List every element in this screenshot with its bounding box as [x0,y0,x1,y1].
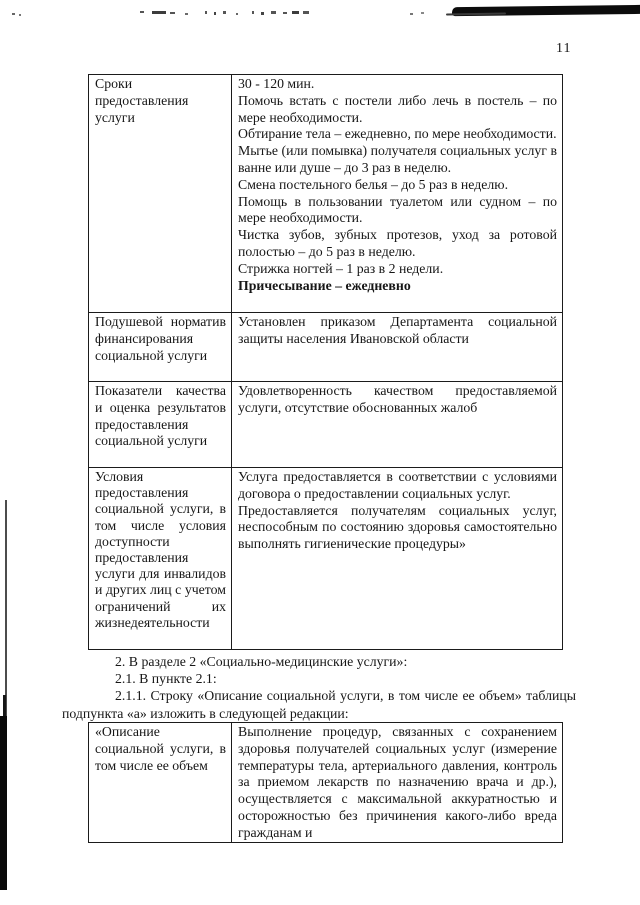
row-label-quality [89,381,231,467]
row-label-description [89,723,231,842]
cell-paragraph: Причесывание – ежедневно [238,277,411,293]
cell-paragraph: Чистка зубов, зубных протезов, уход за ротовой полостью – до 5 раз в неделю. [238,227,557,259]
service-description-table [88,722,563,843]
scan-edge-bar-left [0,716,7,890]
cell-paragraph: Помочь встать с постели либо лечь в постель – по мере необходимости. [238,92,557,125]
cell-paragraph: Удовлетворенность качеством предоставляемой услуги, отсутствие обоснованных жалоб [238,383,557,415]
cell-paragraph: Установлен приказом Департамента социальной защиты населения Ивановской области [238,314,557,346]
row-label-conditions [89,467,231,649]
service-terms-table [88,74,563,650]
cell-paragraph: Выполнение процедур, связанных с сохранением здоровья получателей социальных услуг (измерение температуры тела, артериального давления, контроль за приемом лекарств по назначению врача и др.), осуществляется с максимальной аккуратностью и осторожностью без причинения какого-либо вреда гражданам и [238,724,557,840]
cell-paragraph: Обтирание тела – ежедневно, по мере необходимости. [238,126,557,142]
row-label-text: Показатели качества и оценка результатов предоставления социальной услуги [95,383,226,449]
row-label-funding [89,312,231,381]
amendment-clause-2-1-1: 2.1.1. Строку «Описание социальной услуги, в том числе ее объем» таблицы подпункта «а» изложить в следующей редакции: [62,688,576,721]
cell-paragraph: Мытье (или помывка) получателя социальных услуг в ванне или душе – до 3 раз в неделю. [238,143,557,175]
row-value-terms [231,75,562,312]
amendment-text-block [62,653,576,722]
amendment-clause-2: 2. В разделе 2 «Социально-медицинские услуги»: [115,654,408,669]
row-label-text: «Описание социальной услуги, в том числе ее объем [95,724,226,773]
cell-paragraph: Услуга предоставляется в соответствии с условиями договора о предоставлении социальных услуг. [238,469,557,501]
page-number: 11 [556,41,572,56]
row-value-description [231,723,562,842]
row-value-quality [231,381,562,467]
row-label-text: Подушевой норматив финансирования социальной услуги [95,314,226,363]
cell-paragraph: Предоставляется получателям социальных услуг, неспособным по состоянию здоровья самостоятельно выполнять гигиенические процедуры» [238,502,557,552]
cell-paragraph: 30 - 120 мин. [238,76,315,91]
cell-paragraph: Смена постельного белья – до 5 раз в неделю. [238,176,509,192]
cell-paragraph: Стрижка ногтей – 1 раз в 2 недели. [238,260,444,276]
row-label-terms [89,75,231,312]
row-value-funding [231,312,562,381]
amendment-clause-2-1: 2.1. В пункте 2.1: [115,671,217,687]
scan-edge-line-left [5,500,7,722]
row-value-conditions [231,467,562,649]
cell-paragraph: Помощь в пользовании туалетом или судном – по мере необходимости. [238,193,557,226]
row-label-text: Условия предоставления социальной услуги, в том числе условия доступности предоставления услуги для инвалидов и других лиц с учетом ограничений их жизнедеятельности [95,469,226,630]
row-label-text: Сроки предоставления услуги [95,76,189,125]
